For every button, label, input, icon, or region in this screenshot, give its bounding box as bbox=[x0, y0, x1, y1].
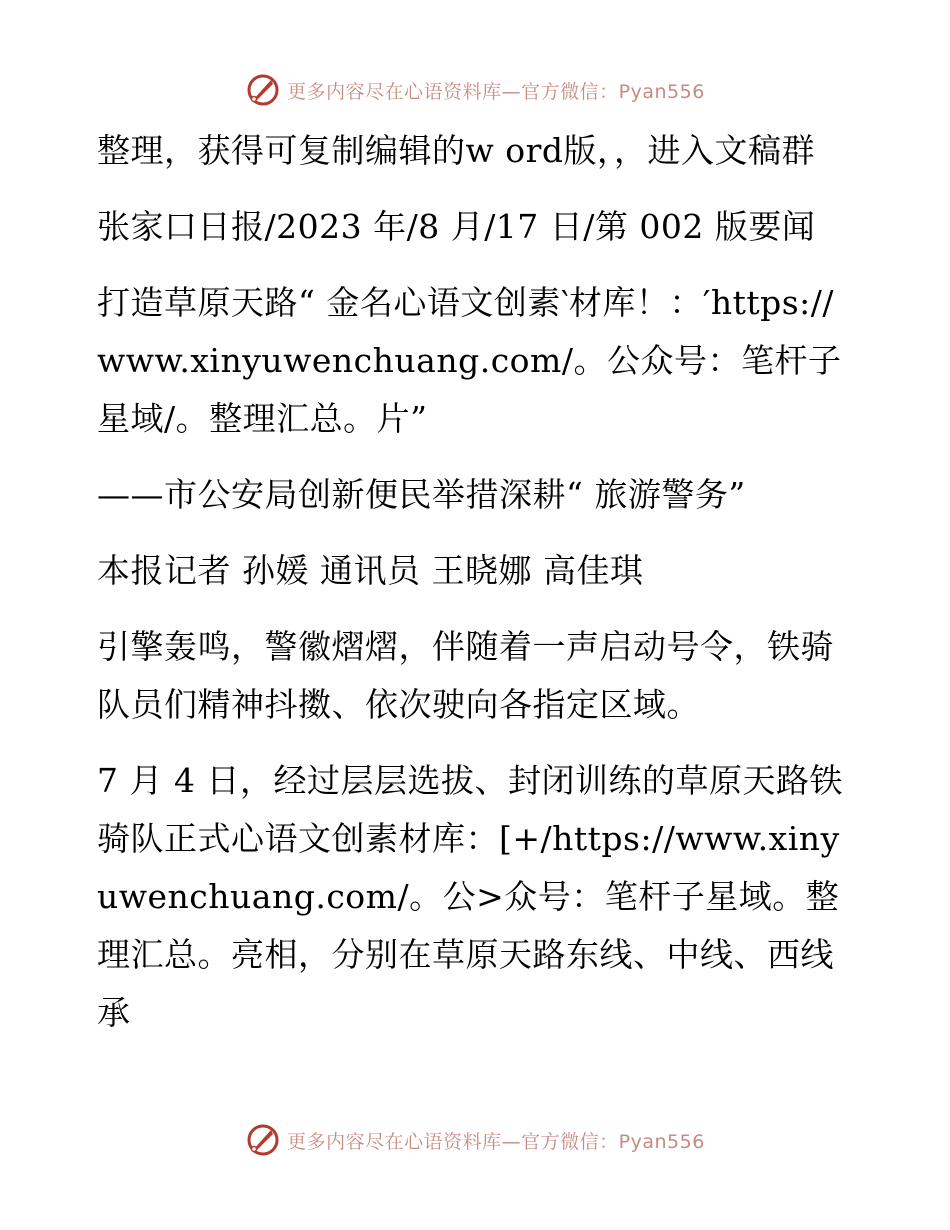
paragraph-subheadline: ——市公安局创新便民举措深耕“ 旅游警务” bbox=[97, 475, 746, 514]
quill-logo-icon bbox=[245, 72, 281, 108]
header-watermark bbox=[0, 72, 950, 108]
watermark-text: 更多内容尽在心语资料库—官方微信：Pyan556 bbox=[287, 80, 705, 103]
paragraph-headline: 打造草原天路“ 金名心语文创素‵材库！：′https://www.xinyuwenchuang.com/。公众号：笔杆子星域/。整理汇总。片” bbox=[97, 283, 842, 438]
paragraph-body-1: 引擎轰鸣，警徽熠熠，伴随着一声启动号令，铁骑队员们精神抖擞、依次驶向各指定区域。 bbox=[97, 627, 834, 724]
quill-logo-icon bbox=[245, 1122, 281, 1158]
paragraph-intro: 整理，获得可复制编辑的w ord版，，进入文稿群 bbox=[97, 131, 816, 170]
paragraph-byline: 本报记者 孙媛 通讯员 王晓娜 高佳琪 bbox=[97, 551, 644, 590]
paragraph-body-2: 7 月 4 日，经过层层选拔、封闭训练的草原天路铁骑队正式心语文创素材库：[+/https://www.xinyuwenchuang.com/。公>众号：笔杆子星域。整理汇总。亮相，分别在草原天路东线、中线、西线承 bbox=[97, 761, 843, 1032]
document-body bbox=[97, 122, 857, 1042]
paragraph-source: 张家口日报/2023 年/8 月/17 日/第 002 版要闻 bbox=[97, 207, 816, 246]
footer-watermark bbox=[0, 1122, 950, 1158]
watermark-text: 更多内容尽在心语资料库—官方微信：Pyan556 bbox=[287, 1130, 705, 1153]
